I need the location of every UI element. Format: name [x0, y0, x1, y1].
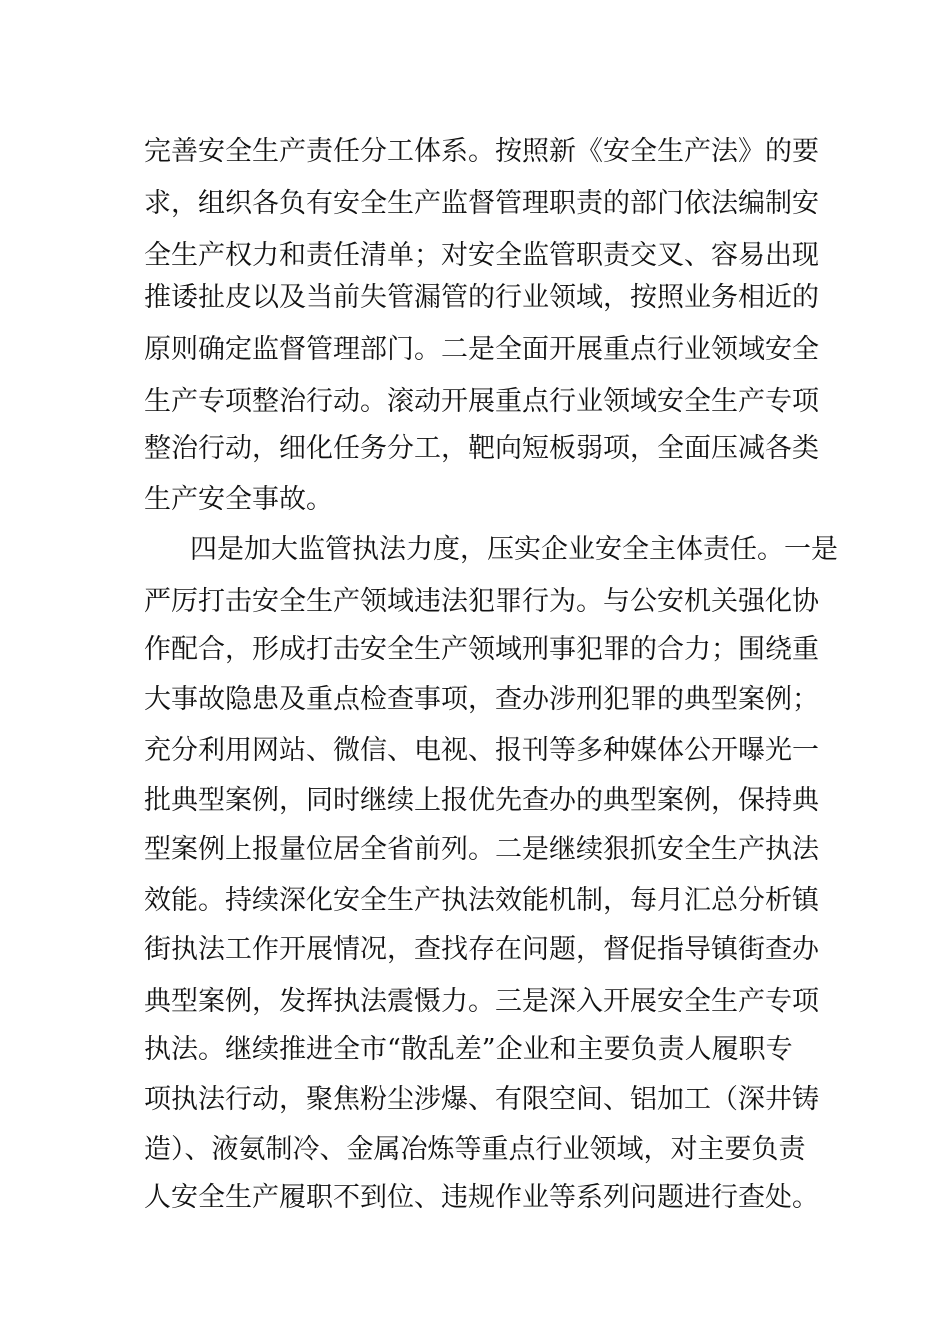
text-line: 推诿扯皮以及当前失管漏管的行业领域，按照业务相近的 — [144, 282, 819, 313]
text-line: 生产安全事故。 — [144, 484, 333, 515]
text-line: 典型案例，发挥执法震慑力。三是深入开展安全生产专项 — [144, 986, 819, 1017]
text-line: 整治行动，细化任务分工，靶向短板弱项，全面压减各类 — [144, 433, 819, 464]
text-line: 项执法行动，聚焦粉尘涉爆、有限空间、铝加工（深井铸 — [144, 1084, 819, 1115]
text-line: 执法。继续推进全市“散乱差”企业和主要负责人履职专 — [144, 1034, 793, 1065]
text-line: 型案例上报量位居全省前列。二是继续狠抓安全生产执法 — [144, 834, 819, 865]
text-line: 效能。持续深化安全生产执法效能机制，每月汇总分析镇 — [144, 885, 819, 916]
text-line: 街执法工作开展情况，查找存在问题，督促指导镇街查办 — [144, 934, 819, 965]
text-line: 完善安全生产责任分工体系。按照新《安全生产法》的要 — [144, 136, 819, 167]
paragraph-first-line: 四是加大监管执法力度，压实企业安全主体责任。一是 — [190, 534, 838, 565]
text-line: 充分利用网站、微信、电视、报刊等多种媒体公开曝光一 — [144, 735, 819, 766]
text-line: 严厉打击安全生产领域违法犯罪行为。与公安机关强化协 — [144, 586, 819, 617]
text-line: 原则确定监督管理部门。二是全面开展重点行业领域安全 — [144, 334, 819, 365]
text-line: 造）、液氨制冷、金属冶炼等重点行业领域，对主要负责 — [144, 1134, 806, 1165]
text-line: 求，组织各负有安全生产监督管理职责的部门依法编制安 — [144, 188, 819, 219]
text-line: 全生产权力和责任清单；对安全监管职责交叉、容易出现 — [144, 240, 819, 271]
text-line: 人安全生产履职不到位、违规作业等系列问题进行查处。 — [144, 1182, 819, 1213]
text-line: 大事故隐患及重点检查事项，查办涉刑犯罪的典型案例； — [144, 684, 819, 715]
text-line: 批典型案例，同时继续上报优先查办的典型案例，保持典 — [144, 785, 819, 816]
text-line: 生产专项整治行动。滚动开展重点行业领域安全生产专项 — [144, 386, 819, 417]
text-line: 作配合，形成打击安全生产领域刑事犯罪的合力；围绕重 — [144, 634, 819, 665]
